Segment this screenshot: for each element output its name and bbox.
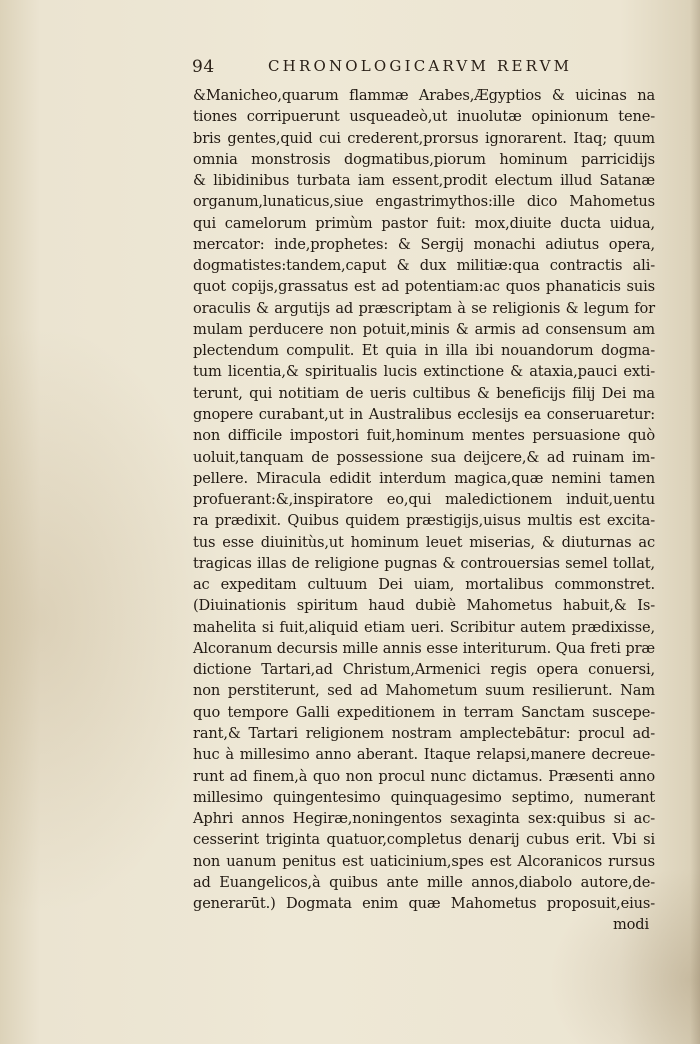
text-line: qui camelorum primùm pastor fuit: mox,diuite ducta uidua, [193, 214, 655, 232]
text-line: tum licentia,& spiritualis lucis extinctione & ataxia,pauci exti- [193, 363, 655, 381]
text-line: huc à millesimo anno aberant. Itaque relapsi,manere decreue- [193, 746, 655, 764]
text-line: mercator: inde,prophetes: & Sergij monachi adiutus opera, [193, 235, 655, 253]
text-line: Alcoranum decursis mille annis esse interiturum. Qua freti præ [193, 639, 655, 657]
text-line: gnopere curabant,ut in Australibus ecclesijs ea conseruaretur: [193, 405, 655, 423]
text-line: profuerant:&,inspiratore eo,qui maledictionem induit,uentu [193, 491, 655, 509]
text-line: pellere. Miracula edidit interdum magica,quæ nemini tamen [193, 469, 655, 487]
text-line: uoluit,tanquam de possessione sua deijcere,& ad ruinam im- [193, 448, 655, 466]
text-line: tus esse diuinitùs,ut hominum leuet miserias, & diuturnas ac [193, 533, 655, 551]
text-line: mulam perducere non potuit,minis & armis ad consensum am [193, 320, 655, 338]
text-line: dogmatistes:tandem,caput & dux militiæ:qua contractis ali- [193, 257, 655, 275]
page-edge-shadow [690, 0, 700, 1044]
text-line: plectendum compulit. Et quia in illa ibi nouandorum dogma- [193, 342, 655, 360]
text-line: non difficile impostori fuit,hominum mentes persuasione quò [193, 427, 655, 445]
catchword: modi [612, 916, 649, 934]
text-line: & libidinibus turbata iam essent,prodit electum illud Satanæ [193, 172, 655, 190]
text-line: &Manicheo,quarum flammæ Arabes,Ægyptios & uicinas na [193, 87, 655, 104]
text-line: dictione Tartari,ad Christum,Armenici regis opera conuersi, [193, 661, 655, 679]
text-line: (Diuinationis spiritum haud dubiè Mahometus habuit,& Is- [193, 597, 655, 615]
text-line: ac expeditam cultuum Dei uiam, mortalibus commonstret. [193, 576, 655, 594]
text-line: tiones corripuerunt usqueadeò,ut inuolutæ opinionum tene- [193, 108, 655, 126]
text-line: terunt, qui notitiam de ueris cultibus & beneficijs filij Dei ma [193, 384, 655, 402]
text-line: cesserint triginta quatuor,completus denarij cubus erit. Vbi si [193, 831, 655, 849]
text-line: generarūt.) Dogmata enim quæ Mahometus proposuit,eius- [193, 895, 655, 913]
text-line: organum,lunaticus,siue engastrimythos:ille dico Mahometus [193, 193, 655, 211]
page-header [192, 57, 662, 83]
running-title: CHRONOLOGICARVM RERVM [268, 57, 573, 75]
text-line: bris gentes,quid cui crederent,prorsus ignorarent. Itaq; quum [193, 129, 655, 147]
text-line: millesimo quingentesimo quinquagesimo septimo, numerant [193, 788, 655, 806]
text-line: non uanum penitus est uaticinium,spes est Alcoranicos rursus [193, 852, 655, 870]
text-line: ra prædixit. Quibus quidem præstigijs,uisus multis est excita- [193, 512, 655, 530]
body-text [193, 85, 655, 936]
page-number: 94 [192, 57, 215, 77]
text-line: non perstiterunt, sed ad Mahometum suum resilierunt. Nam [193, 682, 655, 700]
text-line: rant,& Tartari religionem nostram amplectebātur: procul ad- [193, 724, 655, 742]
text-line: tragicas illas de religione pugnas & controuersias semel tollat, [193, 554, 655, 572]
text-line: oraculis & argutijs ad præscriptam à se religionis & legum for [193, 299, 655, 317]
text-line: ad Euangelicos,à quibus ante mille annos,diabolo autore,de- [193, 873, 655, 891]
text-line: Aphri annos Hegiræ,noningentos sexaginta sex:quibus si ac- [193, 810, 655, 828]
text-line: omnia monstrosis dogmatibus,piorum hominum parricidijs [193, 150, 655, 168]
text-line: mahelita si fuit,aliquid etiam ueri. Scribitur autem prædixisse, [193, 618, 655, 636]
text-line: runt ad finem,à quo non procul nunc dictamus. Præsenti anno [193, 767, 655, 785]
text-line: quo tempore Galli expeditionem in terram Sanctam suscepe- [193, 703, 655, 721]
text-line: quot copijs,grassatus est ad potentiam:ac quos phanaticis suis [193, 278, 655, 296]
